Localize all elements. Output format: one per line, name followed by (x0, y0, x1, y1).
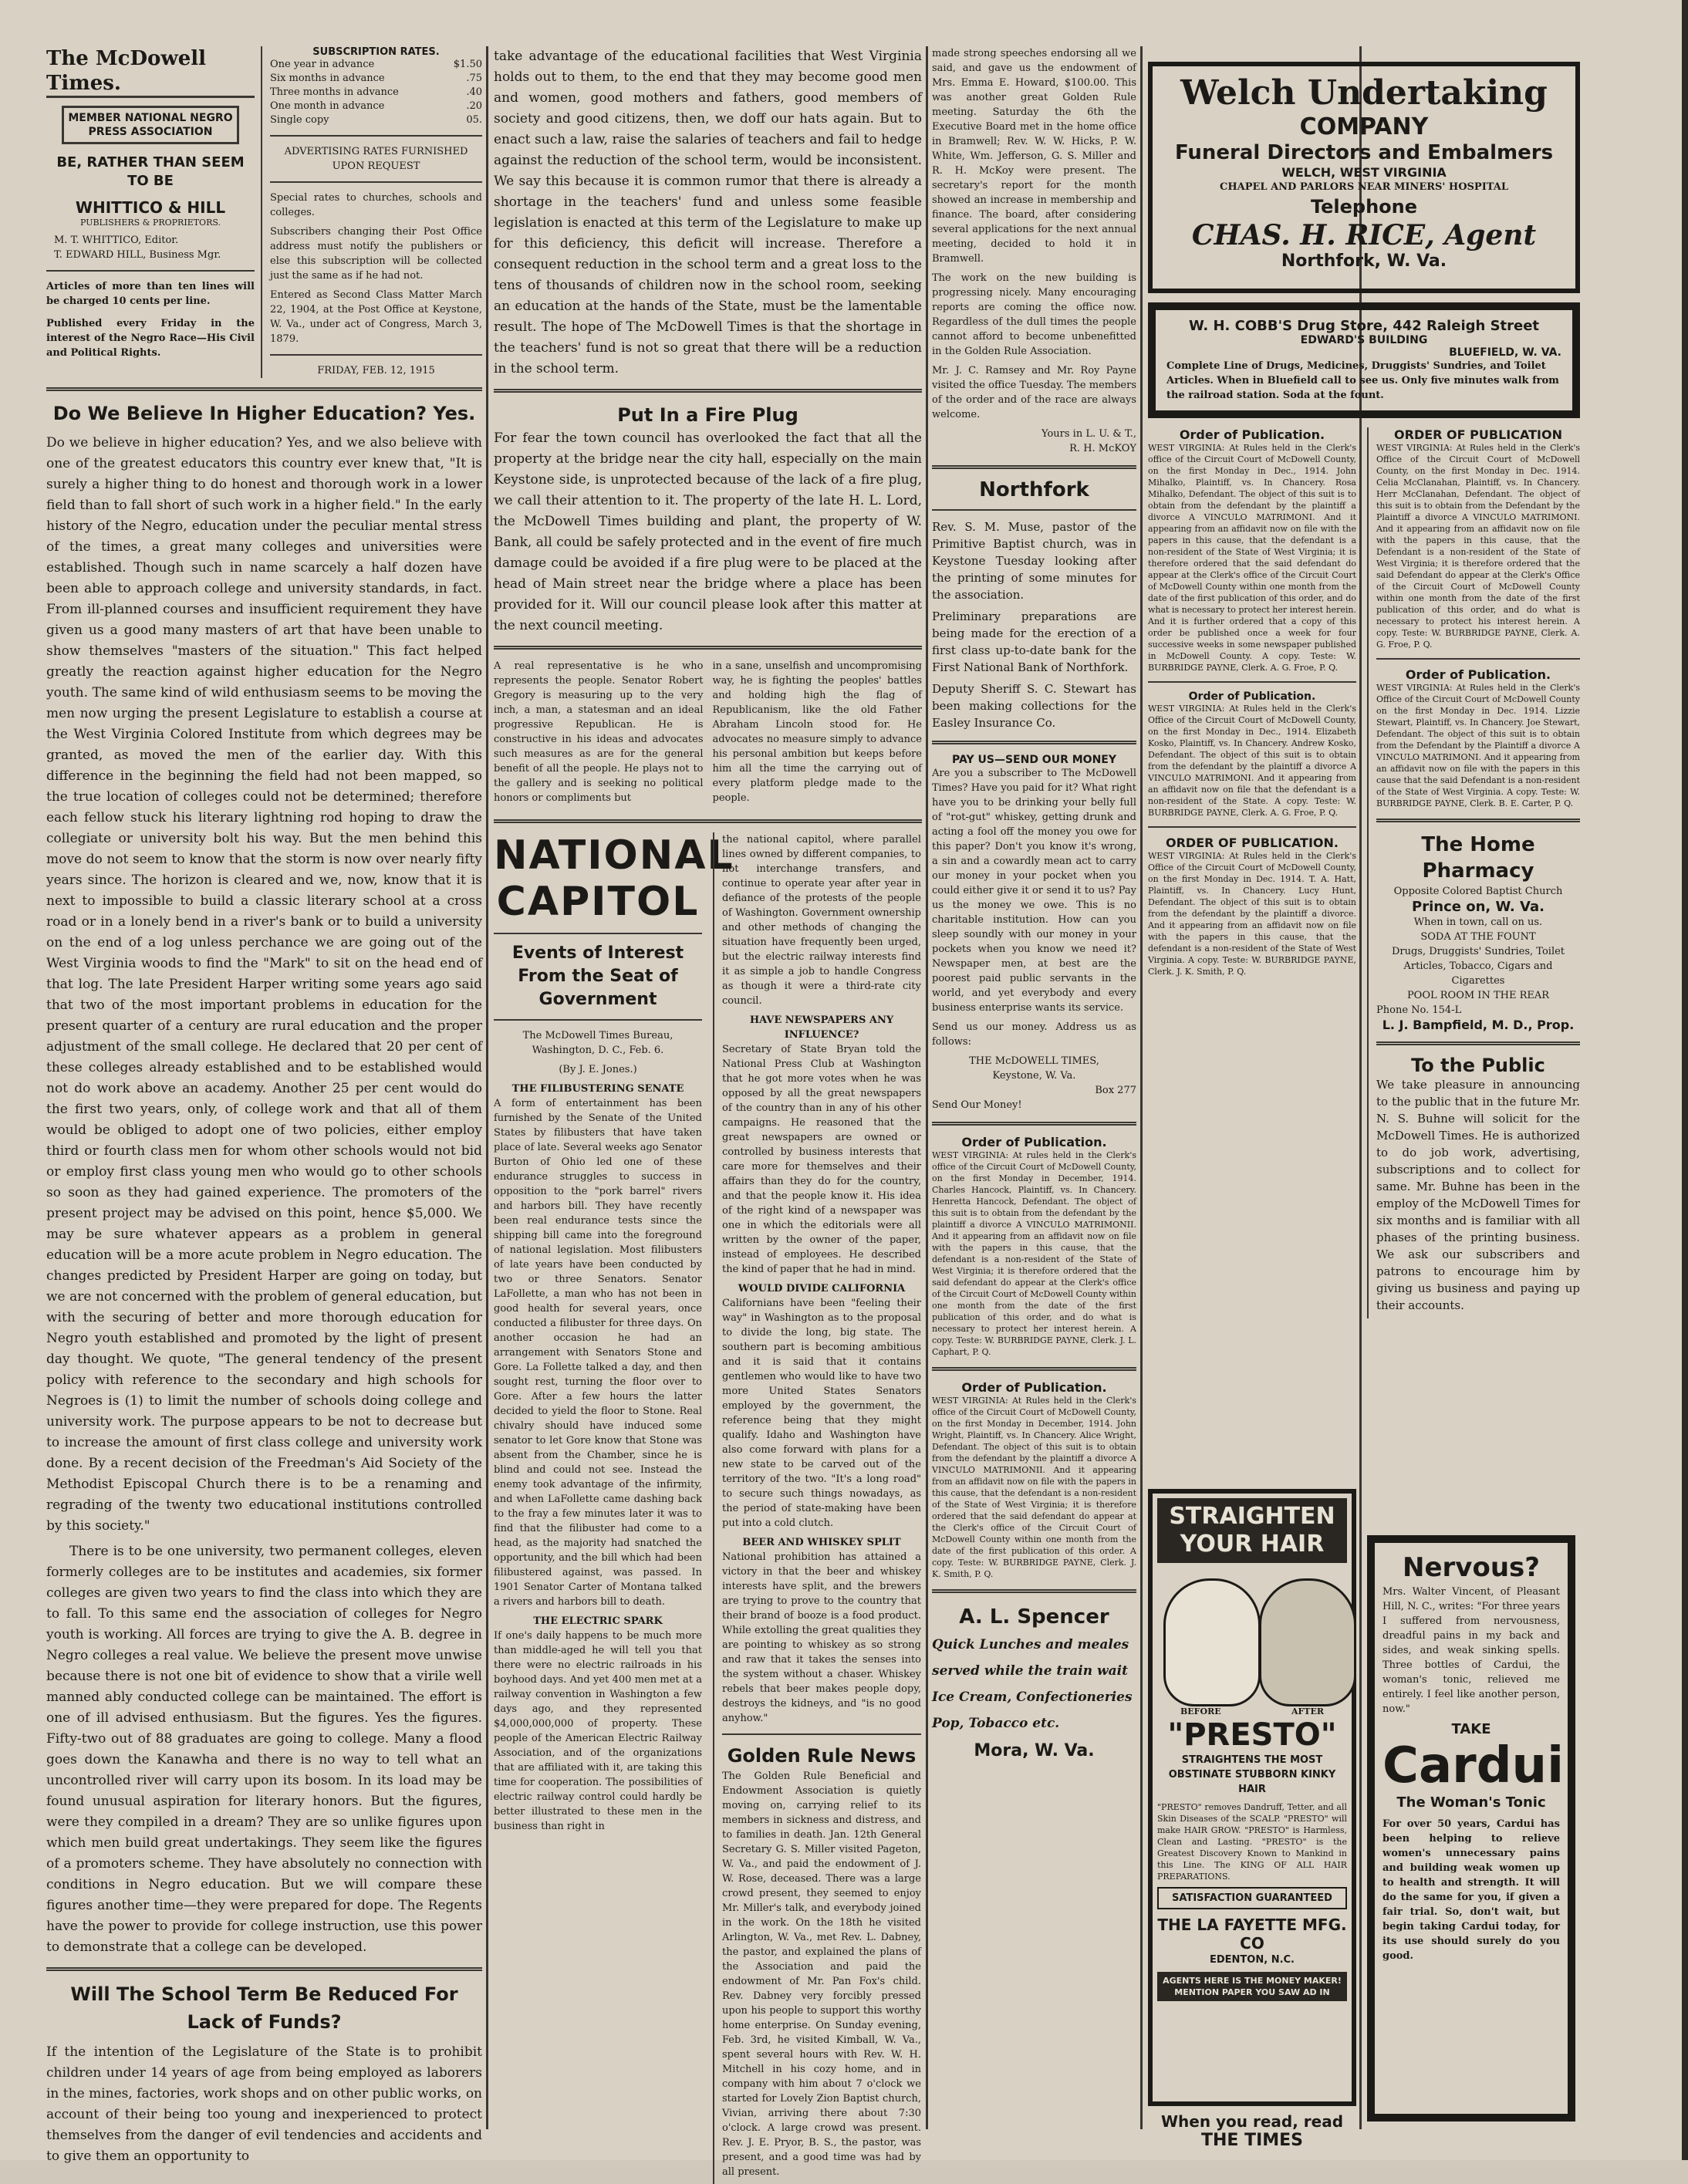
lafayette-city: EDENTON, N.C. (1210, 1954, 1295, 1966)
welch-services: Funeral Directors and Embalmers (1174, 141, 1554, 164)
advertising-rates: ADVERTISING RATES FURNISHED UPON REQUEST (284, 146, 468, 172)
before-face-icon (1163, 1578, 1261, 1706)
headline-to-the-public: To the Public (1411, 1055, 1545, 1076)
column-5-upper (1367, 427, 1580, 1318)
articles-note: Articles of more than ten lines will be charged 10 cents per line. (46, 281, 255, 307)
issue-date: FRIDAY, FEB. 12, 1915 (317, 365, 435, 376)
article-paragraph: Send us our money. Address us as follows: (932, 1021, 1136, 1048)
article-paragraph: A form of entertainment has been furnished by the Senate of the United States by filibusters that have taken place of late. Several weeks ago Senator Burton of Ohio led one of these endurance struggles to success in opposition to the "pork barrel" rivers and harbors bill. They have recently been real endurance tests since the shipping bill came into the foreground of national legislation. Most filibusters of late years have been conducted by two or three Senators. Senator LaFollette, a man who has not been in good health for several years, once conducted a filibuster for three days. On another occasion he had an arrangement with Senators Stone and Gore. La Follette talked a day, and then sought rest, turning the floor over to Gore. After a few hours the latter decided to yield the floor to Stone. Real chivalry should have induced some senator to let Gore know that Stone was absent from the Chamber, since he is blind and could not see. Instead the enemy took advantage of the infirmity, and when LaFollette came dashing back to the fray a few minutes later it was to find that the filibuster had come to a head, as the majority had snatched the opportunity, and the bill which had been filibustered against, was passed. In 1901 Senator Carter of Montana talked a rivers and harbors bill to death. (494, 1098, 702, 1608)
column-rule (486, 46, 488, 2129)
legal-notice: WEST VIRGINIA: At Rules held in the Clerk's Office of the Circuit Court of McDowell County, on the first Monday in Dec. 1914. Celia McClanahan, Plaintiff, vs. In Chancery. Herr McClanahan, Defendant. The object of this suit is to obtain from the Defendant by the Plaintiff a divorce A VINCULO MATRIMONI. And it appearing from an affidavit now on file with the papers in this cause, that the Defendant is a non-resident of the State of West Virginia; it is therefore ordered that the said Defendant do appear at the Clerk's Office of the Circuit Court of McDowell County within one month from the date of the first publication of this order, and do what is necessary to protect his interest herein. A copy. Teste: W. BURBRIDGE PAYNE, Clerk. A. G. Froe, P. Q. (1376, 443, 1580, 650)
cardui-ad (1367, 1535, 1575, 2122)
spencer-line: served while the train wait (932, 1663, 1128, 1679)
subhead: BEER AND WHISKEY SPLIT (742, 1537, 901, 1548)
presto-hair-ad (1148, 1489, 1356, 2106)
article-paragraph: Californians have been "feeling their way" in Washington as to the proposal to divide the long, big state. The southern part is becoming ambitious and it is said that it contains gentlemen who would like to have two more United States Senators employed by the government, the reference being that they might qualify. Idaho and Washington have also come forward with plans for a new state to be carved out of the territory of the two. "It's a long road" to secure such things nowadays, as the period of state-making have been put into a cold clutch. (722, 1298, 921, 1529)
subhead: THE FILIBUSTERING SENATE (511, 1083, 684, 1095)
presto-body: "PRESTO" removes Dandruff, Tetter, and all Skin Diseases of the SCALP. "PRESTO" will make HAIR GROW. "PRESTO" is Harmless, Clean and Lasting. "PRESTO" is the Greatest Discovery Known to Mankind in this Line. The KING OF ALL HAIR PREPARATIONS. (1157, 1802, 1347, 1882)
straighten-text: YOUR HAIR (1180, 1531, 1325, 1558)
rate-label: Three months in advance (270, 86, 399, 98)
order-title: Order of Publication. (1179, 427, 1325, 442)
national-capitol-title: NATIONAL (494, 832, 734, 879)
publishers-sub: PUBLISHERS & PROPRIETORS. (79, 218, 221, 228)
pharmacy-line: Prince on, W. Va. (1412, 899, 1545, 915)
entered-note: Entered as Second Class Matter March 22, 1904, at the Post Office at Keystone, W. Va., under act of Congress, March 3, 1879. (270, 289, 482, 345)
national-capitol-title: CAPITOL (496, 879, 700, 925)
before-after-illustration (1157, 1563, 1347, 1717)
masthead (46, 46, 262, 378)
article-paragraph: The work on the new building is progressing nicely. Many encouraging reports are coming the office now. Regardless of the dull times the people cannot afford to become unbenefitted in the Golden Rule Association. (932, 272, 1136, 357)
welch-telephone: Telephone (1310, 196, 1418, 218)
read-the-times (1148, 2112, 1356, 2150)
spencer-line: Ice Cream, Confectioneries (932, 1689, 1133, 1705)
welch-agent: CHAS. H. RICE, Agent (1191, 219, 1537, 251)
pharmacy-line: Phone No. 154-L (1376, 1004, 1462, 1016)
article-paragraph: the national capitol, where parallel lines owned by different companies, to not interchange transfers, and continue to operate year after year in defiance of the protests of the people of Washington. Government ownership and other methods of changing the situation have frequently been urged, but the electric railway interests find it as simple a job to handle Congress as though it were a third-rate city council. (722, 834, 921, 1007)
rate-price: .75 (466, 73, 482, 84)
cobb-title: W. H. COBB'S Drug Store, 442 Raleigh Street (1188, 318, 1540, 334)
masthead-title: The McDowell Times. (46, 46, 255, 98)
signature: Yours in L. U. & T., (1041, 428, 1136, 440)
byline: (By J. E. Jones.) (559, 1064, 637, 1075)
legal-notice: WEST VIRGINIA: At Rules held in the Clerk's Office of the Circuit Court of McDowell County on the first Monday in Dec. 1914. Lizzie Stewart, Plaintiff, vs. In Chancery. Joe Stewart, Defendant. The object of this suit is to obtain from the Defendant by the Plaintiff a divorce A VINCULO MATRIMONI. And it appearing from an affidavit now on file with the papers in this cause that the said Defendant is a non-resident of the State of West Virginia. A copy. Teste: W. BURBRIDGE PAYNE, Clerk. B. E. Carter, P. Q. (1376, 683, 1581, 808)
article-paragraph: The Golden Rule Beneficial and Endowment Association is quietly moving on, carrying relief to its members in sickness and distress, and to families in death. Jan. 12th General Secretary G. S. Miller visited Pageton, W. Va., and paid the endowment of J. W. Rose, deceased. There was a large crowd present, they seemed to enjoy Mr. Miller's talk, and everybody joined in the work. On the 18th he visited Arlington, W. Va., met Rev. L. Dabney, the pastor, and explained the plans of the Association and paid the endowment of Mr. Pan Fox's child. Rev. Dabney very forcibly pressed upon his people to support this worthy home enterprise. On Sunday evening, Feb. 3rd, he visited Kimball, W. Va., spent several hours with Rev. W. H. Mitchell in his cozy home, and in company with him about 7 o'clock we started for Lovely Zion Baptist church, Vivian, arriving there about 7:30 o'clock. A large crowd was present. Rev. J. E. Pryor, B. S., the pastor, was present, and a good time was had by all present. (722, 1770, 921, 2178)
the-times-line: THE TIMES (1200, 2131, 1304, 2150)
address-line: Box 277 (1095, 1085, 1136, 1096)
pharmacy-line: L. J. Bampfield, M. D., Prop. (1382, 1018, 1575, 1032)
pharmacy-line: POOL ROOM IN THE REAR (1406, 990, 1550, 1001)
published-note: Published every Friday in the interest of the Negro Race—His Civil and Political Rights. (46, 318, 255, 359)
headline-school-term: Will The School Term Be Reduced For Lack of Funds? (70, 1983, 458, 2033)
order-title: Order of Publication. (1405, 667, 1551, 682)
spencer-line: Pop, Tobacco etc. (932, 1716, 1060, 1731)
legal-notice: WEST VIRGINIA: At rules held in the Clerk's office of the Circuit Court of McDowell County, on the first Monday in December, 1914. Charles Hancock, Plaintiff, vs. In Chancery. Henretta Hancock, Defendant. The object of this suit is to obtain from the defendant by the plaintiff a divorce A VINCULO MATRIMONII. And it appearing from an affidavit now on file with the papers in this cause, that the defendant is a non-resident of the State of West Virginia; it is therefore ordered that the said defendant do appear at the Clerk's office of the Circuit Court of McDowell County within one month from the date of the first publication of this order, and do what is necessary to protect her interest herein. A copy. Teste: W. BURBRIDGE PAYNE, Clerk. J. L. Caphart, P. Q. (932, 1150, 1136, 1357)
spencer-ad (932, 1602, 1136, 1766)
after-face-icon (1259, 1578, 1356, 1706)
order-title: Order of Publication. (1188, 690, 1316, 703)
publishers: WHITTICO & HILL (75, 198, 226, 217)
capitol-subtitle: Events of Interest From the Seat of Government (511, 943, 684, 1009)
subscription-title: SUBSCRIPTION RATES. (312, 46, 440, 58)
subhead: THE ELECTRIC SPARK (533, 1615, 663, 1627)
read-line: When you read, read (1160, 2112, 1344, 2131)
pharmacy-line: Opposite Colored Baptist Church (1393, 886, 1563, 897)
article-paragraph: There is to be one university, two permanent colleges, eleven formerly colleges are to be institutes and academies, six former colleges are given two years to find the class into which they are to fall. To this same end the association of colleges for Negro youth is working. All forces are trying to give the A. B. degree in Negro colleges a real value. We believe the present move unwise because there is not one bit of evidence to show that a virile well manned ably conducted college can be maintained. The effort is one of ill advised enthusiasm. But the figures. Yes the figures. Fifty-two out of 88 graduates are going to college. Many a flood goes down the Kanawha and there is no way to tell what an uncontrolled river will carry upon its bosom. In its load may be found unusual aspiration for literary honors. But the figures, were they compiled in a dream? They are so unlike figures upon which men build great undertakings. They seem like the figures of a promoters scheme. They have absolutely no connection with conditions in Negro education. But we will compare these figures another time—they were prepared for dope. The Regents have the power to provide for college instruction, use this power to demonstrate that a college can be developed. (46, 1544, 482, 1955)
pharmacy-title: The Home Pharmacy (1421, 833, 1535, 883)
legal-notice: WEST VIRGINIA: At Rules held in the Clerk's office of the Circuit Court of McDowell County, on the first Monday in December, 1914. John Wright, Plaintiff, vs. In Chancery. Alice Wright, Defendant. The object of this suit is to obtain from the defendant by the plaintiff a divorce A VINCULO MATRIMONII. And it appearing from an affidavit now on file with the papers in this cause, that the defendant is a non-resident of the State of West Virginia; it is therefore ordered that the said defendant do appear at the Clerk's office of the Circuit Court of McDowell County within one month from the date of the first publication of this order. A copy. Teste: W. BURBRIDGE PAYNE, Clerk. J. K. Smith, P. Q. (932, 1396, 1136, 1579)
welch-company: COMPANY (1299, 113, 1429, 140)
cardui-tagline: The Woman's Tonic (1396, 1794, 1546, 1811)
article-paragraph: A real representative is he who represents the people. Senator Robert Gregory is measuring up to the very inch, a man, a statesman and an ideal progressive Republican. He is constructive in his ideas and advocates such measures as are for the general benefit of all the people. He plays not to the gallery and is seeking no political honors or compliments but (494, 660, 704, 804)
signature: R. H. McKOY (1069, 443, 1136, 454)
welch-location: WELCH, WEST VIRGINIA (1281, 165, 1447, 180)
bureau-dateline: The McDowell Times Bureau, Washington, D. C., Feb. 6. (522, 1030, 674, 1056)
article-paragraph: For fear the town council has overlooked the fact that all the property at the bridge near the city hall, especially on the main Keystone side, is unprotected because of the lack of a fire plug, we call their attention to it. The property of the late H. L. Lord, the McDowell Times building and plant, the property of W. Bank, all could be safely protected and in the event of fire much damage could be avoided if a fire plug were to be placed at the head of Main street near the bridge where a place has been provided for it. Will our council please look after this matter at the next council meeting. (494, 430, 922, 633)
headline-pay-us: PAY US—SEND OUR MONEY (952, 754, 1116, 766)
column-rule (926, 46, 928, 2129)
lafayette-company: THE LA FAYETTE MFG. CO (1157, 1916, 1347, 1953)
rate-row (270, 113, 482, 127)
legal-notice: WEST VIRGINIA: At Rules held in the Clerk's Office of the Circuit Court of McDowell County, on the first Monday in Dec., 1914. Elizabeth Kosko, Plaintiff, vs. In Chancery. Andrew Kosko, Defendant. The object of this suit is to obtain from the defendant by the plaintiff a divorce A VINCULO MATRIMONI. And it appearing from an affidavit now on file that the defendant is a non-resident of the State. A copy. Teste: W. BURBRIDGE PAYNE, Clerk. A. G. Froe, P. Q. (1148, 704, 1356, 818)
straighten-banner (1157, 1498, 1347, 1563)
pay-sign-off: Send Our Money! (932, 1099, 1022, 1111)
nervous-body: Mrs. Walter Vincent, of Pleasant Hill, N. C., writes: "For three years I suffered from nervousness, dreadful pains in my back and sides, and weak sinking spells. Three bottles of Cardui, the woman's tonic, relieved me entirely. I feel like another person, now." (1382, 1586, 1560, 1715)
cobb-city: BLUEFIELD, W. VA. (1449, 346, 1561, 359)
change-address-note: Subscribers changing their Post Office address must notify the publishers or else this subscription will be collected just the same as if he had not. (270, 226, 482, 282)
article-paragraph: Deputy Sheriff S. C. Stewart has been making collections for the Easley Insurance Co. (932, 682, 1136, 730)
editor: M. T. WHITTICO, Editor. (54, 235, 179, 246)
article-paragraph: If the intention of the Legislature of the State is to prohibit children under 14 years of age from being employed as laborers in the mines, factories, work shops and on other public works, on account of their being too young and inexperienced to protect themselves from the danger of evil tendencies and accidents and to give them an opportunity to (46, 2044, 482, 2164)
welch-town: Northfork, W. Va. (1281, 251, 1447, 271)
welch-undertaking-ad (1148, 62, 1580, 293)
business-manager: T. EDWARD HILL, Business Mgr. (54, 249, 221, 261)
spencer-line: Mora, W. Va. (974, 1741, 1095, 1760)
orders-of-publication (1148, 427, 1356, 1318)
legal-notice: WEST VIRGINIA: At Rules held in the Clerk's office of the Circuit Court of McDowell County, on the first Monday in Dec., 1914. John Mihalko, Plaintiff, vs. In Chancery. Rosa Mihalko, Defendant. The object of this suit is to obtain from the defendant by the plaintiff a divorce A VINCULO MATRIMONI. And it appearing from an affidavit now on file with the papers in this cause, that the defendant is a non-resident of the State of West Virginia; it is therefore ordered that the said defendant do appear at the Clerk's office of the Circuit Court of McDowell County within one month from the date of the first publication of this order, and do what is necessary to protect her interest herein. And it is further ordered that a copy of this order be published once a week for four successive weeks in some newspaper published in McDowell County. A copy. Teste: W. BURBRIDGE PAYNE, Clerk. A. G. Froe, P. Q. (1148, 443, 1356, 673)
before-label: BEFORE (1180, 1706, 1221, 1716)
headline-higher-education: Do We Believe In Higher Education? Yes. (52, 403, 476, 424)
pharmacy-line: Drugs, Druggists' Sundries, Toilet Articles, Tobacco, Cigars and Cigarettes (1391, 946, 1565, 987)
article-paragraph: take advantage of the educational facilities that West Virginia holds out to them, to the end that they may become good men and women, good mothers and fathers, good members of society and good citizens, then, we doff our hats again. But to enact such a law, raise the salaries of teachers and fail to hedge against the reduction of the school term, would be inconsistent. We say this because it is common rumor that there is already a shortage in the teachers' fund and unless some feasible legislation is enacted at this term of the Legislature to make up for this deficiency, this deficit will increase. Therefore a consequent reduction in the school term and a great loss to the tens of thousands of children now in the school room, seeking an education at the hands of the State, must be the lamentable result. The hope of The McDowell Times is that the shortage in the teachers' fund is not so great that there will be a reduction in the school term. (494, 49, 922, 376)
pharmacy-line: SODA AT THE FOUNT (1420, 931, 1536, 943)
subhead: HAVE NEWSPAPERS ANY INFLUENCE? (749, 1014, 894, 1041)
take-label: TAKE (1451, 1721, 1491, 1737)
address-line: THE McDOWELL TIMES, (969, 1055, 1099, 1067)
cobb-drug-store-ad (1148, 302, 1580, 418)
welch-title: Welch Undertaking (1180, 73, 1548, 113)
presto-subtitle: STRAIGHTENS THE MOST OBSTINATE STUBBORN KINKY HAIR (1168, 1754, 1336, 1795)
subhead: WOULD DIVIDE CALIFORNIA (738, 1283, 906, 1295)
rate-row (270, 58, 482, 72)
national-capitol-section (494, 832, 734, 2184)
article-paragraph: National prohibition has attained a victory in that the beer and whiskey interests have split, and the brewers are trying to prove to the country that their brand of booze is a food product. While extolling the great qualities they are pointing to whiskey as so strong and raw that it takes the senses into the system without a chaser. Whiskey rebels that beer makes people dopy, destroys the kidneys, and "is no good anyhow." (722, 1551, 921, 1724)
article-paragraph: in a sane, unselfish and uncompromising way, he is fighting the peoples' battles and holding high the flag of Republicanism, like the old Father Abraham Lincoln stood for. He advocates no measure simply to advance his personal ambition but keeps before him all the time the carrying out of every platform pledge made to the people. (712, 660, 922, 804)
rate-price: $1.50 (453, 59, 482, 70)
rate-row (270, 86, 482, 100)
rate-row (270, 100, 482, 113)
rate-list (270, 58, 482, 127)
column-1 (46, 46, 482, 2164)
presto-title: "PRESTO" (1167, 1717, 1337, 1753)
welch-chapel: CHAPEL AND PARLORS NEAR MINERS' HOSPITAL (1220, 181, 1508, 193)
headline-fire-plug: Put In a Fire Plug (617, 404, 798, 426)
agents-banner: AGENTS HERE IS THE MONEY MAKER! MENTION PAPER YOU SAW AD IN (1157, 1972, 1347, 2001)
column-2 (494, 46, 922, 2178)
article-paragraph: Do we believe in higher education? Yes, and we also believe with one of the greatest educators this country ever knew that, "It is surely a higher thing to do honest and thorough work in a lower field than to fall short of such work in a higher field." In the early history of the Negro, education under the peculiar mental stress of the times, a great many colleges and universities were established. Though such in name scarcely a half dozen have been able to approach college and university standards, in fact. From ill-planned courses and insufficient requirement they have given us a good many masters of art that have been unable to show themselves "masters of the situation." This fact helped greatly the reaction against higher education for the Negro youth. The same kind of wild enthusiasm seems to be moving the men now urging the present Legislature to establish a course at the West Virginia Colored Institute from which degrees may be granted, as moved the men of the earlier day. With this difference in the beginning the field had not been mapped, so the true location of colleges could not be determined; therefore each fellow stuck his literary lightning rod hoping to draw the collegiate or university bolt his way. But the men behind this move do not seem to know that the storm is now over nearly fifty years since. The horizon is cleared and we, now, know that it is next to impossible to build a classic literary school at a cross road or in a lonely bend in a river's bank or to build a university on the end of a log unless perchance we are going out of the West Virginia woods to find the "Mark" to sit on the head end of that log. The late President Harper writing some years ago said that two of the most important problems in education for the present quarter of a century are rural education and the proper adjustment of the small college. He declared that 20 per cent of these colleges already established and to be established would not do work above an academy. Another 25 per cent would do the first two years, only, of college work and that all of them would be obliged to adopt one of two policies, either employ third or fourth class men for whom other schools would not bid or employ first class young men who would go to other schools so soon as they had gained experience. The promoters of the present project may be advised on this point, hence $5,000. We may be sure whatever appears as a problem in general education will be a more acute problem in Negro education. The changes predicted by President Harper are going on today, but we are not concerned with the problem of general education, but with the securing of better and more thorough education for Negro youth established and promoted by the light of present day thought. We quote, "The general tendency of the present policy with reference to the secondary and high schools for Negroes is (1) to limit the number of schools doing college and university work. The purpose appears to be not to decrease but to increase the amount of first class college and university work done. By a recent decision of the Freedman's Aid Society of the Methodist Episcopal Church there is to be a renaming and regrading of the twenty two educational institutions controlled by this society." (46, 435, 482, 1534)
press-association-box: MEMBER NATIONAL NEGRO PRESS ASSOCIATION (62, 106, 239, 144)
article-paragraph: Are you a subscriber to The McDowell Times? Have you paid for it? What right have you to be drinking your belly full of "rot-gut" whiskey, getting drunk and acting a fool off the money you owe for this paper? Don't you know it's wrong, a sin and a cowardly mean act to carry our money in your pocket when you could either give it or send it to us? Pay us the money we owe. This is no charitable institution. How can you sleep soundly with our money in your pockets when you know we need it? Newspaper men, at best are the poorest paid public servants in the world, and yet everybody and every business enterprise wants its service. (932, 768, 1136, 1014)
spencer-name: A. L. Spencer (959, 1605, 1109, 1629)
pharmacy-line: When in town, call on us. (1413, 916, 1543, 928)
presto-guarantee: SATISFACTION GUARANTEED (1157, 1887, 1347, 1909)
order-title: Order of Publication. (961, 1135, 1107, 1149)
cardui-title: Cardui (1382, 1737, 1565, 1794)
headline-golden-rule: Golden Rule News (727, 1745, 917, 1767)
headline-northfork: Northfork (979, 478, 1089, 501)
article-paragraph: made strong speeches endorsing all we said, and gave us the endowment of Mrs. Emma E. Howard, $100.00. This was another great Golden Rule meeting. Saturday the 6th the Executive Board met in the home office in Bramwell; Rev. W. W. Hicks, P. W. White, Wm. Jefferson, G. S. Miller and R. H. McKoy were present. The secretary's report for the month showed an increase in membership and finance. The board, after considering several applications for the next annual meeting, decided to hold it in Bramwell. (932, 48, 1136, 265)
home-pharmacy-ad (1376, 832, 1580, 1032)
cobb-building: EDWARD'S BUILDING (1300, 334, 1428, 346)
article-paragraph: We take pleasure in announcing to the public that in the future Mr. N. S. Buhne will solicit for the McDowell Times. He is authorized to do job work, advertising, subscriptions and to collect for same. Mr. Buhne has been in the employ of the McDowell Times for six months and is familiar with all phases of the printing business. We ask our subscribers and patrons to encourage him by giving us business and paying up their accounts. (1376, 1078, 1580, 1312)
rate-label: One month in advance (270, 100, 385, 112)
cobb-description: Complete Line of Drugs, Medicines, Druggists' Sundries, and Toilet Articles. When in Bluefield call to see us. Only five minutes walk from the railroad station. Soda at the fount. (1166, 360, 1559, 401)
article-paragraph: Preliminary preparations are being made for the erection of a first class up-to-date bank for the First National Bank of Northfork. (932, 609, 1136, 674)
nervous-title: Nervous? (1403, 1552, 1540, 1583)
subscription-box (270, 46, 482, 378)
column-rule (1140, 46, 1143, 2129)
rate-price: 05. (466, 114, 482, 126)
rate-label: Single copy (270, 114, 329, 126)
address-line: Keystone, W. Va. (992, 1070, 1076, 1082)
rate-price: .20 (466, 100, 482, 112)
motto: BE, RATHER THAN SEEM TO BE (56, 154, 245, 189)
cardui-body: For over 50 years, Cardui has been helping to relieve women's unnecessary pains and building weak women up to health and strength. It will do the same for you, if given a fair trial. So, don't wait, but begin taking Cardui today, for its use should surely do you good. (1382, 1818, 1560, 1962)
after-label: AFTER (1291, 1706, 1324, 1716)
order-title: ORDER OF PUBLICATION. (1165, 835, 1339, 850)
special-rates: Special rates to churches, schools and colleges. (270, 192, 482, 218)
rate-label: Six months in advance (270, 73, 385, 84)
rate-row (270, 72, 482, 86)
column-3 (932, 46, 1136, 2160)
article-paragraph: Secretary of State Bryan told the National Press Club at Washington that he got more votes when he was opposed by all the great newspapers of the country than in any of his other campaigns. He reasoned that the great newspapers are owned or controlled by business interests that care more for themselves and their affairs than they do for the country, and that the people know it. His idea of the right kind of a newspaper was one in which the editorials were all written by the owner of the paper, instead of employees. He described the kind of paper that he had in mind. (722, 1044, 921, 1275)
legal-notice: WEST VIRGINIA: At Rules held in the Clerk's Office of the Circuit Court of McDowell County, on the first Monday in Dec. 1914. T. A. Hatt, Plaintiff, vs. In Chancery. Lucy Hunt, Defendant. The object of this suit is to obtain from the defendant by the plaintiff a divorce. And it appearing from an affidavit now on file with the papers in this cause, that the defendant is a non-resident of the State of West Virginia. A copy. Teste: W. BURBRIDGE PAYNE, Clerk. J. K. Smith, P. Q. (1148, 851, 1356, 977)
article-paragraph: Mr. J. C. Ramsey and Mr. Roy Payne visited the office Tuesday. The members of the order and of the race are always welcome. (932, 365, 1136, 420)
rate-price: .40 (466, 86, 482, 98)
national-capitol-continued (713, 832, 921, 2184)
order-title: ORDER OF PUBLICATION (1394, 427, 1562, 442)
order-title: Order of Publication. (961, 1380, 1107, 1395)
rate-label: One year in advance (270, 59, 375, 70)
straighten-text: STRAIGHTEN (1169, 1503, 1335, 1530)
article-paragraph: Rev. S. M. Muse, pastor of the Primitive Baptist church, was in Keystone Tuesday looking after the printing of some minutes for the association. (932, 520, 1136, 602)
spencer-line: Quick Lunches and meales (932, 1637, 1129, 1652)
article-paragraph: If one's daily happens to be much more than middle-aged he will tell you that there were no electric railroads in his boyhood days. And yet 400 men met at a railway convention in Washington a few days ago, and they represented $4,000,000,000 of property. These people of the American Electric Railway Association, and of the organizations that are affiliated with it, are taking this time for cooperation. The possibilities of electric railway control could hardly be better illustrated to these men in the business than right in (494, 1630, 702, 1832)
